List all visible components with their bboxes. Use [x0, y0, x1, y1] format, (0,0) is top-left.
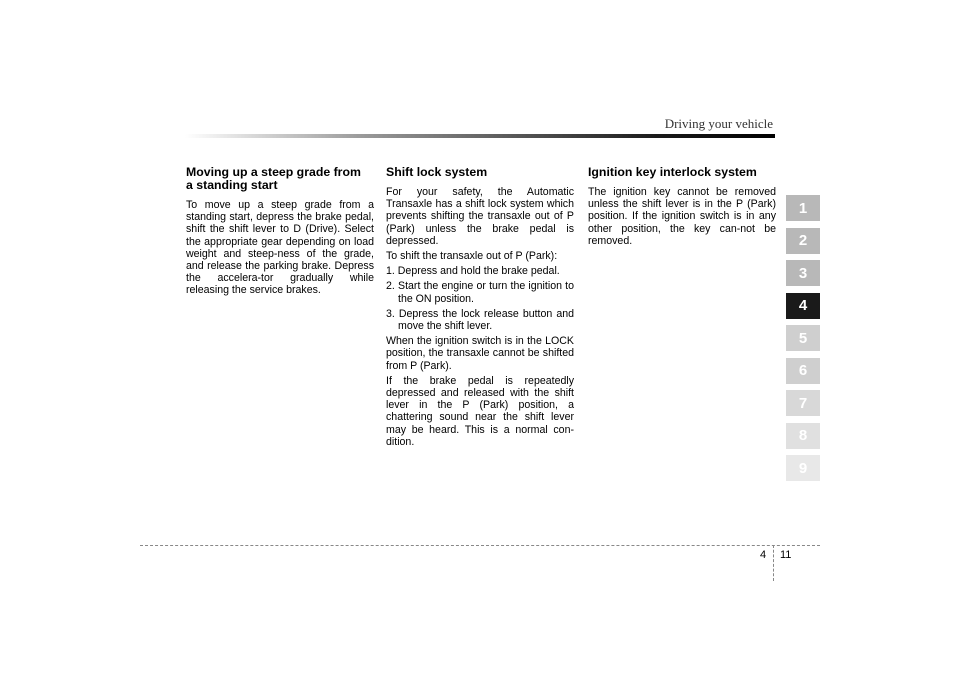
- heading-steep-grade: [186, 166, 374, 192]
- chapter-tabs: [786, 195, 820, 488]
- chapter-tab-6[interactable]: 6: [786, 358, 820, 384]
- shift-lock-step-2: 2. Start the engine or turn the ignition to the ON position.: [386, 280, 574, 305]
- chapter-tab-2[interactable]: 2: [786, 228, 820, 254]
- chapter-tab-1[interactable]: 1: [786, 195, 820, 221]
- page-chapter-number: 4: [760, 549, 767, 561]
- steep-grade-paragraph: To move up a steep grade from a standing start, depress the brake pedal, shift the shift lever to D (Drive). Select the appropriate gear depending on load weight and steep-ness of the grade, and release the parking brake. Depress the accelera-tor gradually while releasing the service brakes.: [186, 199, 374, 297]
- chapter-tab-7[interactable]: 7: [786, 390, 820, 416]
- shift-lock-intro: For your safety, the Automatic Transaxle has a shift lock system which prevents shifting the transaxle out of P (Park) unless the brake pedal is depressed.: [386, 186, 574, 247]
- chapter-tab-4[interactable]: 4: [786, 293, 820, 319]
- chapter-tab-3[interactable]: 3: [786, 260, 820, 286]
- section-header-title: Driving your vehicle: [664, 116, 773, 131]
- chapter-tab-5[interactable]: 5: [786, 325, 820, 351]
- chapter-tab-9[interactable]: 9: [786, 455, 820, 481]
- page-number-divider: [773, 545, 774, 581]
- chapter-tab-8[interactable]: 8: [786, 423, 820, 449]
- shift-lock-step-1: 1. Depress and hold the brake pedal.: [386, 265, 560, 278]
- ignition-interlock-paragraph: The ignition key cannot be removed unless the shift lever is in the P (Park) position. If the ignition switch is in any other position, the key can-not be removed.: [588, 186, 776, 247]
- page-number: 11: [780, 549, 792, 561]
- shift-lock-step-3: 3. Depress the lock release button and move the shift lever.: [386, 307, 574, 333]
- column-steep-grade: [186, 166, 374, 300]
- heading-steep-grade-line2: a standing start: [186, 178, 278, 192]
- column-shift-lock: [386, 166, 574, 451]
- shift-lock-sound-paragraph: If the brake pedal is repeatedly depressed and released with the shift lever in the P (Park) position, a chattering sound near the shift lever may be heard. This is a normal con-dition.: [386, 374, 574, 448]
- heading-shift-lock: Shift lock system: [386, 165, 488, 179]
- footer-rule: [140, 545, 820, 546]
- shift-lock-steps-intro: To shift the transaxle out of P (Park):: [386, 250, 558, 263]
- shift-lock-lock-paragraph: When the ignition switch is in the LOCK position, the transaxle cannot be shifted from P (Park).: [386, 335, 574, 372]
- heading-ignition-interlock: Ignition key interlock system: [588, 165, 757, 179]
- column-ignition-interlock: [588, 166, 776, 250]
- header-rule: [185, 134, 775, 138]
- heading-steep-grade-line1: Moving up a steep grade from: [186, 165, 361, 179]
